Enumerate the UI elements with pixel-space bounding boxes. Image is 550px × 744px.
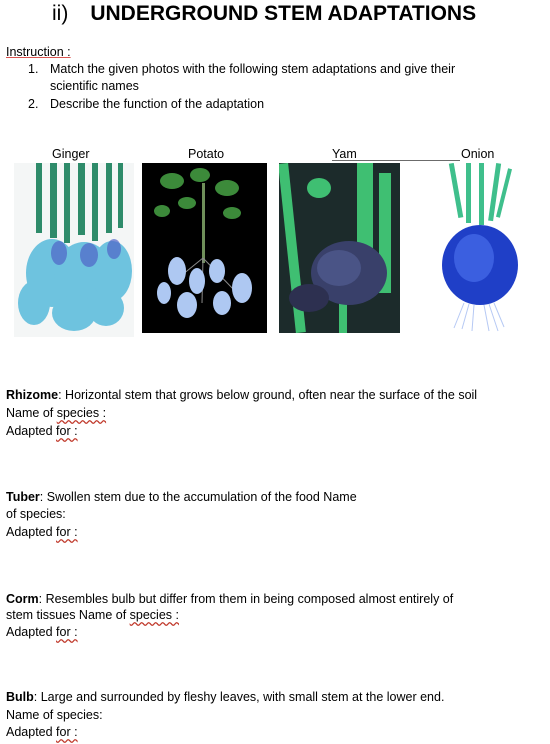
tuber-adapted-word: for :	[56, 525, 78, 539]
instruction-item-1-number: 1.	[28, 62, 39, 76]
tuber-adapted-prefix: Adapted	[6, 525, 57, 539]
corm-adapted-line	[6, 625, 78, 639]
bulb-name-line: Name of species:	[6, 708, 103, 722]
corm-desc: : Resembles bulb but differ from them in being composed almost entirely of	[38, 592, 454, 606]
caption-potato: Potato	[188, 147, 225, 161]
corm-definition	[6, 592, 453, 606]
bulb-adapted-line	[6, 725, 78, 739]
page-heading	[52, 2, 476, 26]
caption-onion: Onion	[461, 147, 495, 161]
caption-ginger: Ginger	[52, 147, 90, 161]
heading-number: ii)	[52, 2, 69, 25]
corm-adapted-prefix: Adapted	[6, 625, 57, 639]
instruction-item-1-text: Match the given photos with the following stem adaptations and give their	[50, 62, 456, 76]
potato-photo	[142, 163, 267, 333]
instruction-item-2-number: 2.	[28, 97, 39, 111]
ginger-photo	[14, 163, 134, 337]
instruction-item-1	[28, 62, 455, 76]
tuber-adapted-line	[6, 525, 78, 539]
rhizome-name-word: species :	[56, 406, 107, 420]
instruction-item-2	[28, 97, 264, 111]
rhizome-desc: : Horizontal stem that grows below ground, often near the surface of the soil	[58, 388, 478, 402]
corm-adapted-word: for :	[56, 625, 78, 639]
rhizome-adapted-word: for :	[56, 424, 78, 438]
rhizome-definition	[6, 388, 477, 402]
tuber-name-line: of species:	[6, 507, 66, 521]
corm-line2-prefix: stem tissues Name of	[6, 608, 130, 622]
instruction-item-2-text: Describe the function of the adaptation	[50, 97, 265, 111]
rhizome-term: Rhizome	[6, 388, 59, 402]
tuber-definition	[6, 490, 357, 504]
caption-yam: Yam	[332, 147, 357, 161]
instruction-label: Instruction :	[6, 45, 71, 59]
rhizome-adapted-line	[6, 424, 78, 438]
bulb-adapted-prefix: Adapted	[6, 725, 57, 739]
caption-underline	[332, 160, 460, 161]
corm-line2	[6, 608, 179, 622]
corm-term: Corm	[6, 592, 39, 606]
bulb-definition	[6, 690, 444, 704]
tuber-term: Tuber	[6, 490, 40, 504]
rhizome-name-line	[6, 406, 106, 420]
rhizome-name-prefix: Name of	[6, 406, 57, 420]
tuber-desc: : Swollen stem due to the accumulation of the food Name	[39, 490, 357, 504]
heading-title: UNDERGROUND STEM ADAPTATIONS	[90, 2, 477, 25]
onion-photo	[434, 163, 524, 334]
yam-photo	[279, 163, 400, 333]
bulb-term: Bulb	[6, 690, 34, 704]
instruction-item-1-cont: scientific names	[50, 79, 139, 93]
bulb-adapted-word: for :	[56, 725, 78, 739]
rhizome-adapted-prefix: Adapted	[6, 424, 57, 438]
corm-line2-word: species :	[129, 608, 179, 622]
bulb-desc: : Large and surrounded by fleshy leaves, with small stem at the lower end.	[33, 690, 445, 704]
